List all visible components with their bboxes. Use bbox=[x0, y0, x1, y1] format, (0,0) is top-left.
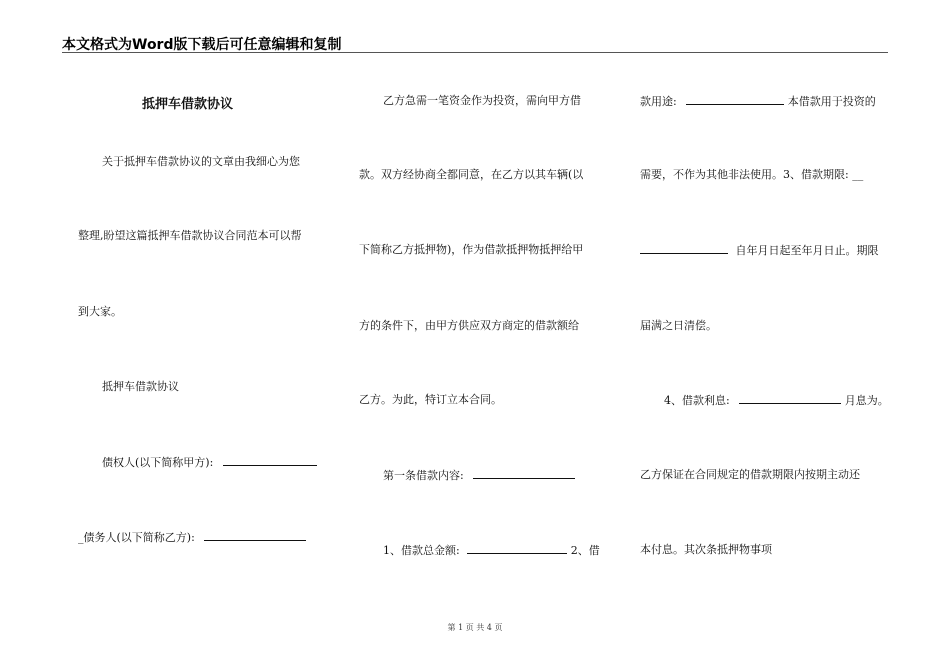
loan-purpose-text: 本借款用于投资的 bbox=[787, 95, 876, 108]
loan-amount-label: 1、借款总金额: bbox=[383, 544, 460, 557]
loan-content-label: 第一条借款内容: bbox=[383, 469, 464, 482]
loan-term-text: 自年月日起至年月日止。期限 bbox=[735, 244, 879, 257]
col1-line-5 bbox=[102, 455, 317, 470]
col2-line-5: 乙方。为此，特订立本合同。 bbox=[359, 393, 502, 406]
col1-line-3: 到大家。 bbox=[78, 305, 122, 318]
col2-line-4: 方的条件下，由甲方供应双方商定的借款额给 bbox=[359, 319, 579, 332]
debtor-blank bbox=[204, 530, 306, 541]
col2-line-7 bbox=[383, 543, 600, 558]
col3-line-4: 届满之日清偿。 bbox=[640, 319, 717, 332]
col3-line-1 bbox=[640, 94, 876, 109]
loan-interest-blank bbox=[739, 393, 841, 404]
col2-line-3: 下简称乙方抵押物)，作为借款抵押物抵押给甲 bbox=[359, 243, 584, 256]
col3-line-2: 需要，不作为其他非法使用。3、借款期限: __ bbox=[640, 168, 864, 181]
loan-term-blank bbox=[640, 243, 728, 254]
loan-content-blank bbox=[473, 468, 575, 479]
loan-interest-text: 月息为。 bbox=[844, 394, 889, 407]
col1-line-6 bbox=[78, 530, 306, 545]
col1-line-1: 关于抵押车借款协议的文章由我细心为您 bbox=[102, 155, 300, 168]
creditor-blank bbox=[223, 455, 317, 466]
col2-line-2: 款。双方经协商全都同意，在乙方以其车辆(以 bbox=[359, 168, 584, 181]
col1-line-2: 整理,盼望这篇抵押车借款协议合同范本可以帮 bbox=[78, 229, 302, 242]
col3-line-6: 乙方保证在合同规定的借款期限内按期主动还 bbox=[640, 468, 860, 481]
col3-line-7: 本付息。其次条抵押物事项 bbox=[640, 543, 772, 556]
loan-purpose-label: 款用途: bbox=[640, 95, 677, 108]
loan-purpose-start: 2、借 bbox=[570, 544, 600, 557]
page-number: 第 1 页 共 4 页 bbox=[447, 623, 503, 632]
document-title: 抵押车借款协议 bbox=[142, 97, 234, 112]
col2-line-1: 乙方急需一笔资金作为投资，需向甲方借 bbox=[383, 94, 581, 107]
loan-interest-label: 4、借款利息: bbox=[664, 394, 730, 407]
loan-purpose-blank bbox=[686, 94, 784, 105]
col1-line-4: 抵押车借款协议 bbox=[102, 380, 179, 393]
col3-line-5 bbox=[664, 393, 889, 408]
col2-line-6 bbox=[383, 468, 575, 483]
col3-line-3 bbox=[640, 243, 879, 258]
loan-amount-blank bbox=[467, 543, 567, 554]
header-divider bbox=[62, 52, 888, 53]
creditor-label: 债权人(以下简称甲方): bbox=[102, 456, 214, 469]
header-title: 本文格式为Word版下载后可任意编辑和复制 bbox=[62, 37, 342, 53]
debtor-label: _债务人(以下简称乙方): bbox=[78, 531, 195, 544]
